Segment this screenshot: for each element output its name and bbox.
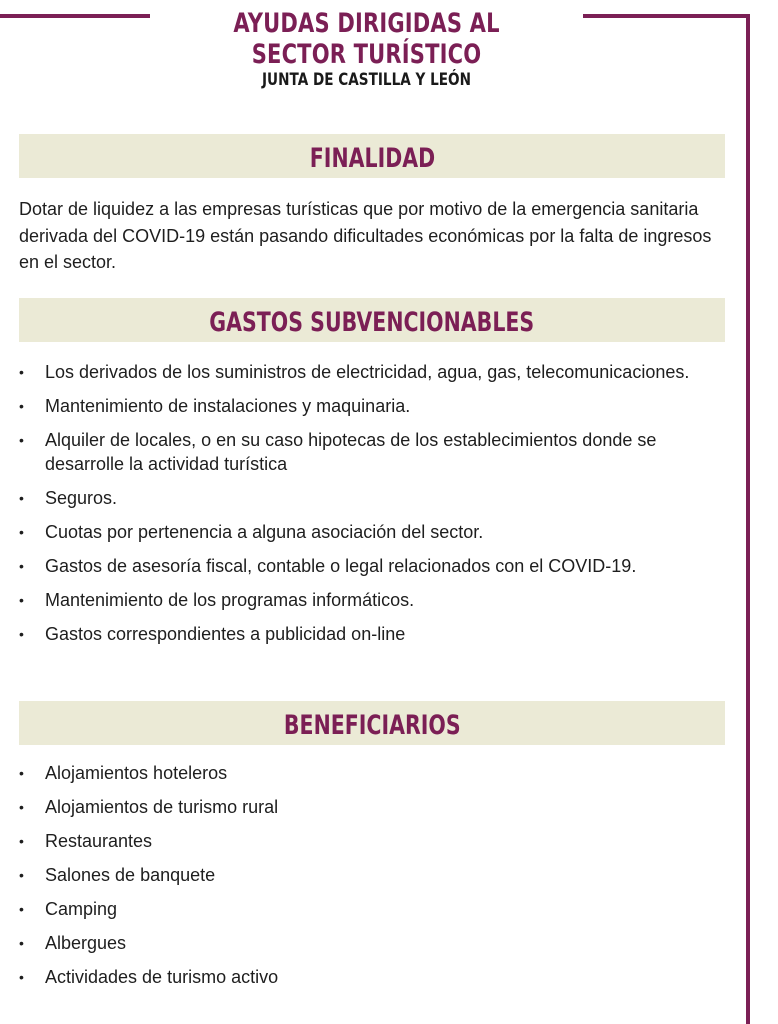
title-line-1: AYUDAS DIRIGIDAS AL: [233, 8, 500, 39]
list-item: [19, 965, 731, 989]
section-heading-beneficiarios: BENEFICIARIOS: [283, 709, 461, 741]
list-item: [19, 554, 731, 578]
section-band-beneficiarios: [19, 701, 725, 745]
list-item: [19, 394, 731, 418]
list-item-text: • Los derivados de los suministros de electricidad, agua, gas, telecomunicaciones.: [45, 362, 690, 382]
frame-right-rule: [746, 14, 750, 1024]
list-item: [19, 520, 731, 544]
list-item: [19, 829, 731, 853]
list-item-text: • Albergues: [45, 933, 127, 953]
list-item-text: • Seguros.: [45, 488, 118, 508]
list-item-text: • Gastos correspondientes a publicidad on-line: [45, 624, 406, 644]
list-item-text: • Salones de banquete: [45, 865, 216, 885]
list-item-text: • Cuotas por pertenencia a alguna asociación del sector.: [45, 522, 484, 542]
list-item: [19, 761, 731, 785]
list-item: [19, 897, 731, 921]
list-item: [19, 931, 731, 955]
document-header: [150, 8, 583, 90]
beneficiarios-list: [19, 761, 731, 999]
list-item: [19, 588, 731, 612]
list-item: [19, 863, 731, 887]
list-item-text: • Restaurantes: [45, 831, 153, 851]
list-item-text: • Alquiler de locales, o en su caso hipotecas de los establecimientos donde se desarrolle la actividad turística: [45, 430, 657, 474]
list-item: [19, 795, 731, 819]
section-band-gastos: [19, 298, 725, 342]
list-item-text: • Camping: [45, 899, 118, 919]
list-item-text: • Alojamientos hoteleros: [45, 763, 228, 783]
list-item: [19, 360, 731, 384]
section-heading-gastos: GASTOS SUBVENCIONABLES: [209, 306, 535, 338]
gastos-list: [19, 360, 731, 656]
list-item: [19, 428, 731, 476]
list-item-text: • Alojamientos de turismo rural: [45, 797, 279, 817]
title-line-2: SECTOR TURÍSTICO: [251, 39, 482, 70]
list-item: [19, 622, 731, 646]
section-heading-finalidad: FINALIDAD: [309, 142, 435, 174]
list-item-text: • Mantenimiento de instalaciones y maquinaria.: [45, 396, 411, 416]
frame-top-right-rule: [583, 14, 750, 18]
list-item-text: • Actividades de turismo activo: [45, 967, 279, 987]
list-item: [19, 486, 731, 510]
list-item-text: • Mantenimiento de los programas informáticos.: [45, 590, 415, 610]
finalidad-paragraph: Dotar de liquidez a las empresas turísticas que por motivo de la emergencia sanitaria derivada del COVID-19 están pasando dificultades económicas por la falta de ingresos en el sector.: [19, 199, 712, 272]
list-item-text: • Gastos de asesoría fiscal, contable o legal relacionados con el COVID-19.: [45, 556, 637, 576]
section-band-finalidad: [19, 134, 725, 178]
subtitle: JUNTA DE CASTILLA Y LEÓN: [262, 70, 471, 90]
frame-top-left-rule: [0, 14, 150, 18]
